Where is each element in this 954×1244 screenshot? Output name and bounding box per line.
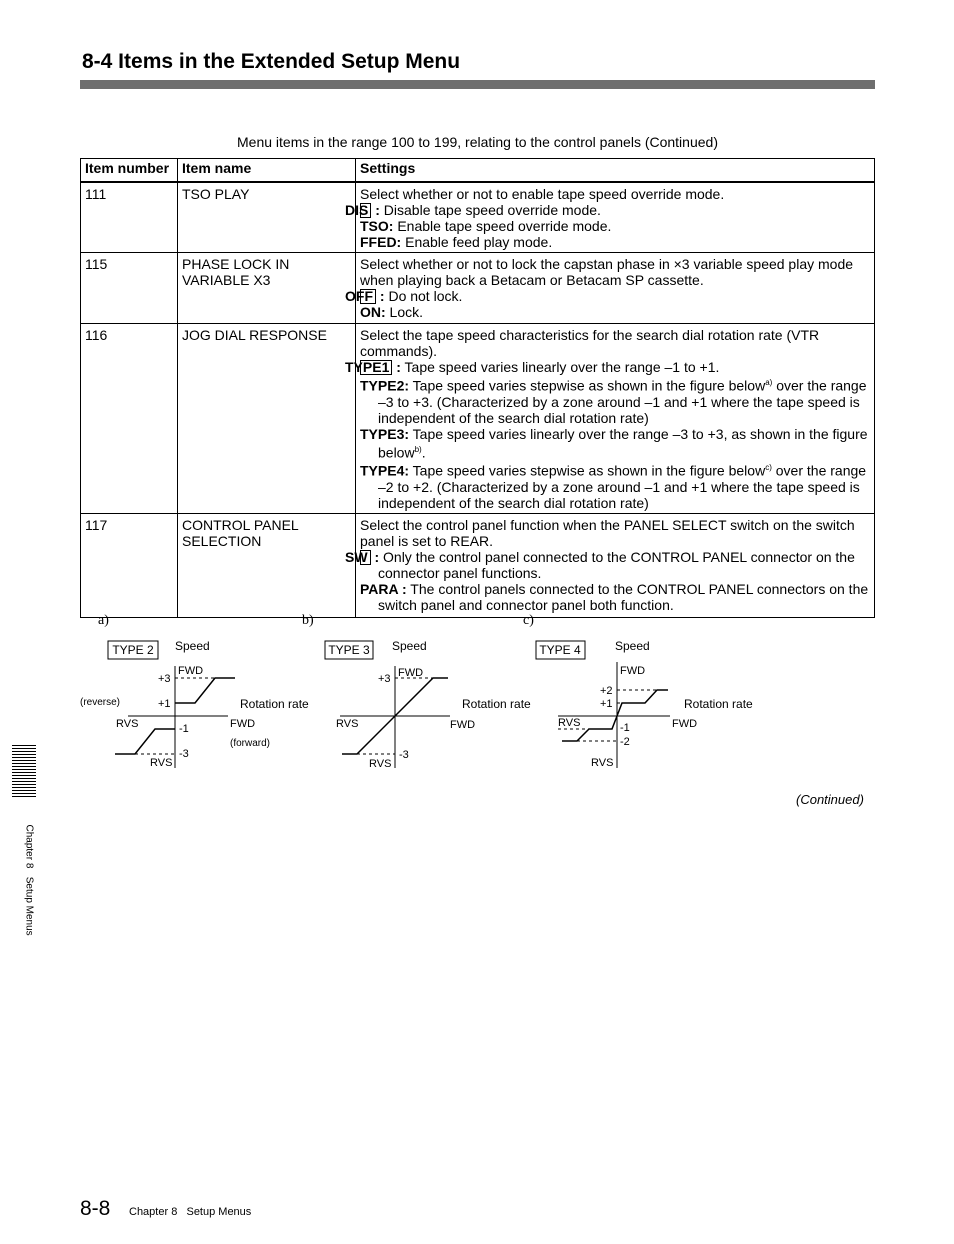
fwd-top-label: FWD <box>178 665 204 677</box>
table-header-row <box>81 159 875 183</box>
footnote-ref: a) <box>765 378 773 387</box>
item-name: PHASE LOCK IN VARIABLE X3 <box>178 253 356 324</box>
option <box>360 234 870 250</box>
speed-label: Speed <box>175 639 210 653</box>
option-text: Tape speed varies linearly over the range –3 to +3, as shown in the figure below <box>378 425 868 461</box>
type-label: TYPE 4 <box>539 643 581 657</box>
option-default <box>345 359 870 375</box>
option <box>360 218 870 234</box>
item-number: 117 <box>81 513 178 617</box>
option-default <box>345 288 870 304</box>
item-number: 111 <box>81 182 178 253</box>
item-name: JOG DIAL RESPONSE <box>178 324 356 514</box>
option-key: FFED: <box>360 234 402 250</box>
option-sep: : <box>392 359 401 375</box>
tick-p3: +3 <box>158 673 171 685</box>
tick-p1: +1 <box>600 698 613 710</box>
table-row <box>81 182 875 253</box>
option-key: TSO: <box>360 218 394 234</box>
option-text: Enable feed play mode. <box>401 234 553 250</box>
default-badge: DIS <box>360 203 371 218</box>
header-item-number: Item number <box>81 159 178 183</box>
curve-fwd <box>175 678 235 703</box>
figure-b-letter: b) <box>302 613 314 628</box>
figure-type3-diagram <box>300 630 530 770</box>
reverse-label: (reverse) <box>80 697 121 708</box>
rvs-left-label: RVS <box>336 718 359 730</box>
tick-p1: +1 <box>158 698 171 710</box>
option-text: Enable tape speed override mode. <box>393 218 612 234</box>
footnote-ref: b) <box>414 444 422 454</box>
fwd-top-label: FWD <box>620 665 646 677</box>
option-text: Tape speed varies linearly over the range –1 to +1. <box>400 359 720 375</box>
tick-m3: -3 <box>179 748 189 760</box>
header-item-name: Item name <box>178 159 356 183</box>
item-name: TSO PLAY <box>178 182 356 253</box>
table-row <box>81 513 875 617</box>
option-text: Disable tape speed override mode. <box>379 202 601 218</box>
forward-label: (forward) <box>230 738 271 749</box>
item-settings <box>345 513 875 617</box>
option-text: Tape speed varies stepwise as shown in the figure below <box>409 462 766 479</box>
rvs-bottom-label: RVS <box>150 757 173 769</box>
speed-label: Speed <box>615 639 650 653</box>
option-sep: : <box>376 288 385 304</box>
fwd-right-label: FWD <box>450 719 476 731</box>
speed-label: Speed <box>392 639 427 653</box>
option-default <box>345 202 870 218</box>
option-text: Tape speed varies stepwise as shown in the figure below <box>409 377 766 394</box>
rotation-label: Rotation rate <box>240 697 309 711</box>
option <box>360 426 870 461</box>
item-settings <box>345 182 875 253</box>
rotation-label: Rotation rate <box>684 697 753 711</box>
rotation-label: Rotation rate <box>462 697 531 711</box>
option-text: . <box>421 444 426 461</box>
table-row <box>81 324 875 514</box>
settings-intro: Select the control panel function when the PANEL SELECT switch on the switch panel is set to REAR. <box>360 516 855 549</box>
option <box>360 304 870 320</box>
header-settings: Settings <box>356 159 875 183</box>
page-number: 8-8 <box>80 1197 111 1220</box>
default-badge: OFF <box>360 289 376 304</box>
item-number: 116 <box>81 324 178 514</box>
rvs-left-label: RVS <box>116 718 139 730</box>
tick-p2: +2 <box>600 685 613 697</box>
fwd-right-label: FWD <box>230 718 256 730</box>
default-badge: TYPE1 <box>360 360 392 375</box>
rvs-bottom-label: RVS <box>369 758 392 770</box>
chapter-tab-marker <box>12 745 36 799</box>
default-badge: SW <box>360 550 371 565</box>
figure-a-letter: a) <box>98 613 109 628</box>
option <box>360 375 870 426</box>
option-text: over the range –3 to +3. (Characterized by a zone around –1 and +1 where the tape speed is independent of the search dial rotation rate) <box>378 377 867 426</box>
option-key: PARA : <box>360 580 407 597</box>
option-text: over the range –2 to +2. (Characterized by a zone around –1 and +1 where the tape speed is independent of the search dial rotation rate) <box>378 462 867 511</box>
sidebar-chapter-label: Chapter 8 Setup Menus <box>23 824 35 936</box>
option-text: Lock. <box>385 304 424 320</box>
fwd-top-label: FWD <box>398 667 424 679</box>
figure-c-letter: c) <box>523 613 534 628</box>
table-row <box>81 253 875 324</box>
page-title: 8-4 Items in the Extended Setup Menu <box>82 50 461 73</box>
tick-m2: -2 <box>620 736 630 748</box>
fwd-right-label: FWD <box>672 718 698 730</box>
menu-items-table <box>80 158 875 618</box>
rvs-bottom-label: RVS <box>591 757 614 769</box>
tick-m1: -1 <box>179 723 189 735</box>
option-key: TYPE3: <box>360 425 410 442</box>
item-settings <box>345 253 875 324</box>
tick-m3: -3 <box>399 749 409 761</box>
option-text: Do not lock. <box>384 288 463 304</box>
settings-intro: Select whether or not to lock the capstan phase in ×3 variable speed play mode when playing back a Betacam or Betacam SP cassette. <box>360 256 854 288</box>
settings-intro: Select whether or not to enable tape speed override mode. <box>360 186 725 202</box>
settings-intro: Select the tape speed characteristics for the search dial rotation rate (VTR commands). <box>360 327 820 359</box>
item-name: CONTROL PANEL SELECTION <box>178 513 356 617</box>
figure-type2-diagram <box>78 630 308 770</box>
type-label: TYPE 3 <box>328 643 370 657</box>
option-text: The control panels connected to the CONTROL PANEL connectors on the switch panel and connector panel both function. <box>378 580 869 613</box>
option-key: TYPE2: <box>360 377 410 394</box>
option-sep: : <box>371 202 380 218</box>
option <box>360 460 870 511</box>
continued-note: (Continued) <box>796 792 864 807</box>
table-caption: Menu items in the range 100 to 199, relating to the control panels (Continued) <box>237 134 718 150</box>
option-key: TYPE4: <box>360 462 410 479</box>
option-text: Only the control panel connected to the CONTROL PANEL connector on the connector panel functions. <box>378 548 855 581</box>
item-settings <box>345 324 875 514</box>
title-rule <box>80 80 875 89</box>
option-sep: : <box>370 548 380 565</box>
option-key: ON: <box>360 304 386 320</box>
figure-type4-diagram <box>520 630 753 770</box>
type-label: TYPE 2 <box>112 643 154 657</box>
option <box>360 581 870 613</box>
curve-rvs <box>115 729 175 754</box>
tick-p3: +3 <box>378 673 391 685</box>
rvs-left-label: RVS <box>558 717 581 729</box>
tick-m1: -1 <box>620 722 630 734</box>
item-number: 115 <box>81 253 178 324</box>
footer-chapter-label: Chapter 8 Setup Menus <box>129 1206 252 1218</box>
footnote-ref: c) <box>765 463 772 473</box>
option-default <box>345 548 870 581</box>
